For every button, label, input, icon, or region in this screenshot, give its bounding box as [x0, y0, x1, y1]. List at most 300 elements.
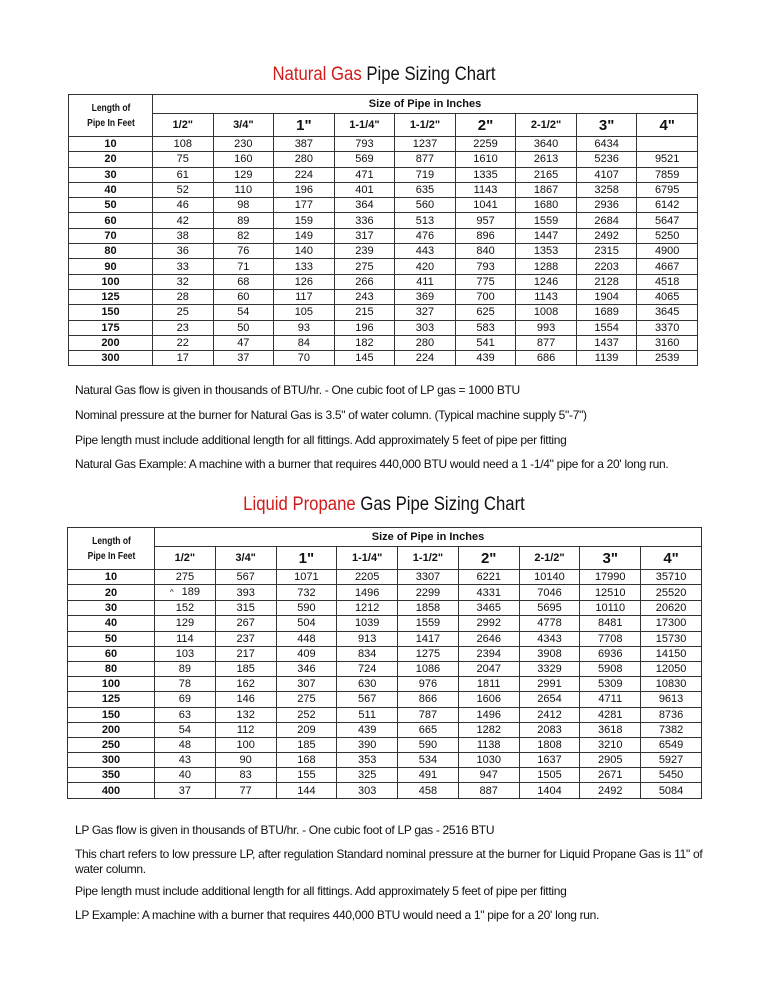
length-cell: 150: [68, 707, 155, 722]
value-cell: 665: [398, 722, 459, 737]
value-cell: 14150: [641, 646, 702, 661]
value-cell: 541: [455, 335, 516, 350]
value-cell: 43: [155, 753, 216, 768]
value-cell: 511: [337, 707, 398, 722]
column-header: 2-1/2": [519, 547, 580, 570]
table-row: [69, 335, 698, 350]
table-row: [68, 631, 702, 646]
value-cell: 54: [155, 722, 216, 737]
value-cell: 71: [213, 259, 274, 274]
value-cell: 2128: [576, 274, 637, 289]
value-cell: 590: [276, 601, 337, 616]
value-cell: 877: [395, 152, 456, 167]
value-cell: 6936: [580, 646, 641, 661]
value-cell: 20620: [641, 601, 702, 616]
length-cell: 20: [68, 585, 155, 601]
value-cell: 719: [395, 167, 456, 182]
table-row: [68, 616, 702, 631]
value-cell: 105: [274, 305, 335, 320]
value-cell: 2654: [519, 692, 580, 707]
value-cell: 1689: [576, 305, 637, 320]
value-cell: 3329: [519, 661, 580, 676]
value-cell: 6434: [576, 137, 637, 152]
value-cell: 3370: [637, 320, 698, 335]
value-cell: 237: [215, 631, 276, 646]
value-cell: 82: [213, 228, 274, 243]
value-cell: 840: [455, 244, 516, 259]
value-cell: 132: [215, 707, 276, 722]
value-cell: 2083: [519, 722, 580, 737]
length-cell: 125: [68, 692, 155, 707]
natural-gas-title: [46, 64, 722, 86]
value-cell: 98: [213, 198, 274, 213]
value-cell: 3645: [637, 305, 698, 320]
value-cell: 1139: [576, 351, 637, 366]
value-cell: 217: [215, 646, 276, 661]
value-cell: 327: [395, 305, 456, 320]
value-cell: 2613: [516, 152, 577, 167]
natural-gas-note-fittings: Pipe length must include additional length for all fittings. Add approximately 5 feet of pipe per fitting: [75, 433, 567, 447]
value-cell: 129: [155, 616, 216, 631]
value-cell: 149: [274, 228, 335, 243]
value-cell: 5450: [641, 768, 702, 783]
value-cell: 1275: [398, 646, 459, 661]
value-cell: 409: [276, 646, 337, 661]
value-cell: 448: [276, 631, 337, 646]
value-cell: 630: [337, 677, 398, 692]
value-cell: 4518: [637, 274, 698, 289]
table-row: [69, 182, 698, 197]
value-cell: 4065: [637, 289, 698, 304]
value-cell: 787: [398, 707, 459, 722]
length-cell: 200: [68, 722, 155, 737]
length-cell: 100: [69, 274, 153, 289]
value-cell: 387: [274, 137, 335, 152]
caret-mark: ^: [169, 588, 174, 598]
value-cell: 2905: [580, 753, 641, 768]
value-cell: 4107: [576, 167, 637, 182]
table-row: [68, 646, 702, 661]
value-cell: 834: [337, 646, 398, 661]
length-header-line1: Length of: [91, 102, 130, 114]
length-cell: 300: [69, 351, 153, 366]
value-cell: 252: [276, 707, 337, 722]
value-cell: 69: [155, 692, 216, 707]
value-cell: 117: [274, 289, 335, 304]
value-cell: 2203: [576, 259, 637, 274]
value-cell: 7859: [637, 167, 698, 182]
value-cell: 3618: [580, 722, 641, 737]
column-header: 1-1/2": [398, 547, 459, 570]
table-row: [68, 601, 702, 616]
column-header: 1-1/4": [337, 547, 398, 570]
value-cell: 4711: [580, 692, 641, 707]
value-cell: 635: [395, 182, 456, 197]
value-cell: 2412: [519, 707, 580, 722]
value-cell: 196: [334, 320, 395, 335]
value-cell: 420: [395, 259, 456, 274]
value-cell: 25520: [641, 585, 702, 601]
value-cell: 3210: [580, 737, 641, 752]
value-cell: 534: [398, 753, 459, 768]
value-cell: 317: [334, 228, 395, 243]
value-cell: 177: [274, 198, 335, 213]
value-cell: 2259: [455, 137, 516, 152]
table-row: [68, 783, 702, 798]
value-cell: 913: [337, 631, 398, 646]
value-cell: 110: [213, 182, 274, 197]
value-cell: 896: [455, 228, 516, 243]
value-cell: 3640: [516, 137, 577, 152]
column-header: 4": [637, 114, 698, 137]
length-cell: 175: [69, 320, 153, 335]
value-cell: 1496: [337, 585, 398, 601]
value-cell: 353: [337, 753, 398, 768]
column-header: 1/2": [153, 114, 214, 137]
value-cell: 275: [334, 259, 395, 274]
value-cell: 78: [155, 677, 216, 692]
column-header: 2-1/2": [516, 114, 577, 137]
value-cell: 140: [274, 244, 335, 259]
natural-gas-table: [68, 94, 698, 366]
lp-note-example: LP Example: A machine with a burner that requires 440,000 BTU would need a 1" pipe for a 20' long run.: [75, 908, 600, 922]
value-cell: 48: [155, 737, 216, 752]
length-cell: 200: [69, 335, 153, 350]
value-cell: 239: [334, 244, 395, 259]
column-header: 1-1/2": [395, 114, 456, 137]
value-cell: 686: [516, 351, 577, 366]
length-header-line1: Length of: [91, 535, 131, 547]
value-cell: 243: [334, 289, 395, 304]
value-cell: 1041: [455, 198, 516, 213]
value-cell: 1505: [519, 768, 580, 783]
value-cell: 15730: [641, 631, 702, 646]
value-cell: 2684: [576, 213, 637, 228]
table-row: [68, 692, 702, 707]
value-cell: 196: [274, 182, 335, 197]
length-cell: 60: [68, 646, 155, 661]
value-cell: 68: [213, 274, 274, 289]
length-header: [75, 95, 146, 137]
value-cell: 46: [153, 198, 214, 213]
value-cell: 4778: [519, 616, 580, 631]
value-cell: 401: [334, 182, 395, 197]
table-row: [69, 137, 698, 152]
value-cell: 3908: [519, 646, 580, 661]
value-cell: 569: [334, 152, 395, 167]
value-cell: 1417: [398, 631, 459, 646]
value-cell: 5647: [637, 213, 698, 228]
value-cell: 266: [334, 274, 395, 289]
value-cell: 144: [276, 783, 337, 798]
table-row: [69, 259, 698, 274]
length-cell: 60: [69, 213, 153, 228]
table-row: [68, 661, 702, 676]
value-cell: 152: [155, 601, 216, 616]
table-row: [69, 244, 698, 259]
length-cell: 90: [69, 259, 153, 274]
length-cell: 50: [69, 198, 153, 213]
value-cell: 280: [274, 152, 335, 167]
table-row: [68, 768, 702, 783]
value-cell: 2936: [576, 198, 637, 213]
value-cell: 185: [276, 737, 337, 752]
value-cell: 133: [274, 259, 335, 274]
value-cell: 32: [153, 274, 214, 289]
value-cell: 1867: [516, 182, 577, 197]
value-cell: 2492: [576, 228, 637, 243]
value-cell: 33: [153, 259, 214, 274]
value-cell: 307: [276, 677, 337, 692]
value-cell: 590: [398, 737, 459, 752]
natural-gas-note-pressure: Nominal pressure at the burner for Natural Gas is 3.5" of water column. (Typical machine supply 5"-7"): [75, 408, 587, 422]
value-cell: 12510: [580, 585, 641, 601]
value-cell: 2671: [580, 768, 641, 783]
value-cell: 209: [276, 722, 337, 737]
value-cell: 8481: [580, 616, 641, 631]
value-cell: 5908: [580, 661, 641, 676]
value-cell: 2299: [398, 585, 459, 601]
length-cell: 30: [69, 167, 153, 182]
value-cell: 159: [274, 213, 335, 228]
value-cell: 50: [213, 320, 274, 335]
value-cell: 364: [334, 198, 395, 213]
value-cell: 1858: [398, 601, 459, 616]
value-cell: 1680: [516, 198, 577, 213]
table-row: [69, 228, 698, 243]
value-cell: 2991: [519, 677, 580, 692]
natural-gas-note-example: Natural Gas Example: A machine with a burner that requires 440,000 BTU would need a 1 -1/4" pipe for a 20' long run.: [75, 457, 669, 471]
value-cell: 1288: [516, 259, 577, 274]
value-cell: 887: [458, 783, 519, 798]
value-cell: 1610: [455, 152, 516, 167]
value-cell: 90: [215, 753, 276, 768]
value-cell: 567: [337, 692, 398, 707]
value-cell: 439: [455, 351, 516, 366]
column-header: 3/4": [213, 114, 274, 137]
table-row: [69, 320, 698, 335]
column-header: 1": [276, 547, 337, 570]
column-header: 1": [274, 114, 335, 137]
value-cell: 1212: [337, 601, 398, 616]
value-cell: 583: [455, 320, 516, 335]
value-cell: 224: [395, 351, 456, 366]
value-cell: 275: [155, 570, 216, 585]
value-cell: 369: [395, 289, 456, 304]
value-cell: 162: [215, 677, 276, 692]
length-cell: 10: [69, 137, 153, 152]
lp-note-pressure: This chart refers to low pressure LP, after regulation Standard nominal pressure at the burner for Liquid Propane Gas is 11" of water column.: [75, 847, 703, 876]
length-cell: 80: [68, 661, 155, 676]
value-cell: 185: [215, 661, 276, 676]
length-cell: 20: [69, 152, 153, 167]
value-cell: 2315: [576, 244, 637, 259]
value-cell: [637, 137, 698, 152]
value-cell: 3465: [458, 601, 519, 616]
table-row: [68, 722, 702, 737]
value-cell: 6795: [637, 182, 698, 197]
value-cell: 230: [213, 137, 274, 152]
column-header: 3": [576, 114, 637, 137]
liquid-propane-table: [67, 527, 702, 799]
value-cell: 42: [153, 213, 214, 228]
table-row: [69, 198, 698, 213]
value-cell: 75: [153, 152, 214, 167]
value-cell: 145: [334, 351, 395, 366]
value-cell: 146: [215, 692, 276, 707]
value-cell: 108: [153, 137, 214, 152]
value-cell: 9613: [641, 692, 702, 707]
value-cell: 224: [274, 167, 335, 182]
natural-gas-title-accent: Natural Gas: [272, 64, 362, 85]
value-cell: 504: [276, 616, 337, 631]
value-cell: 3307: [398, 570, 459, 585]
table-row: [69, 167, 698, 182]
value-cell: 1811: [458, 677, 519, 692]
value-cell: 4343: [519, 631, 580, 646]
value-cell: 1447: [516, 228, 577, 243]
value-cell: 1030: [458, 753, 519, 768]
length-cell: 250: [68, 737, 155, 752]
value-cell: 513: [395, 213, 456, 228]
column-header: 2": [455, 114, 516, 137]
value-cell: 1559: [398, 616, 459, 631]
length-header: [74, 528, 148, 570]
value-cell: 877: [516, 335, 577, 350]
value-cell: 3258: [576, 182, 637, 197]
value-cell: 700: [455, 289, 516, 304]
column-header: 4": [641, 547, 702, 570]
value-cell: 976: [398, 677, 459, 692]
value-cell: 4281: [580, 707, 641, 722]
value-cell: 77: [215, 783, 276, 798]
value-cell: 2047: [458, 661, 519, 676]
value-cell: 1086: [398, 661, 459, 676]
value-cell: 126: [274, 274, 335, 289]
liquid-propane-title: [46, 494, 722, 516]
value-cell: 2646: [458, 631, 519, 646]
value-cell: 129: [213, 167, 274, 182]
length-cell: 150: [69, 305, 153, 320]
value-cell: 52: [153, 182, 214, 197]
length-cell: 400: [68, 783, 155, 798]
value-cell: 1008: [516, 305, 577, 320]
value-cell: 1138: [458, 737, 519, 752]
value-cell: 724: [337, 661, 398, 676]
value-cell: 112: [215, 722, 276, 737]
value-cell: 5084: [641, 783, 702, 798]
value-cell: 63: [155, 707, 216, 722]
value-cell: 7382: [641, 722, 702, 737]
value-cell: 1808: [519, 737, 580, 752]
value-cell: 793: [455, 259, 516, 274]
value-cell: 17990: [580, 570, 641, 585]
value-cell: 1039: [337, 616, 398, 631]
value-cell: 625: [455, 305, 516, 320]
value-cell: 2992: [458, 616, 519, 631]
value-cell: 6142: [637, 198, 698, 213]
value-cell: 103: [155, 646, 216, 661]
value-cell: 390: [337, 737, 398, 752]
value-cell: 4667: [637, 259, 698, 274]
table-row: [68, 753, 702, 768]
length-cell: 30: [68, 601, 155, 616]
table-row: [69, 289, 698, 304]
value-cell: 775: [455, 274, 516, 289]
liquid-propane-title-accent: Liquid Propane: [243, 494, 356, 515]
value-cell: 1071: [276, 570, 337, 585]
value-cell: 93: [274, 320, 335, 335]
value-cell: 37: [213, 351, 274, 366]
value-cell: 83: [215, 768, 276, 783]
value-cell: 793: [334, 137, 395, 152]
column-header: 2": [458, 547, 519, 570]
value-cell: 168: [276, 753, 337, 768]
value-cell: 22: [153, 335, 214, 350]
natural-gas-note-flow: Natural Gas flow is given in thousands of BTU/hr. - One cubic foot of LP gas = 1000 BTU: [75, 383, 520, 397]
value-cell: 2539: [637, 351, 698, 366]
value-cell: 89: [155, 661, 216, 676]
value-cell: 1143: [455, 182, 516, 197]
liquid-propane-title-rest: Gas Pipe Sizing Chart: [355, 494, 525, 515]
length-header-line2: Pipe In Feet: [86, 117, 135, 129]
value-cell: 36: [153, 244, 214, 259]
value-cell: 1559: [516, 213, 577, 228]
length-header-line2: Pipe In Feet: [87, 550, 135, 562]
value-cell: 25: [153, 305, 214, 320]
value-cell: 439: [337, 722, 398, 737]
value-cell: 458: [398, 783, 459, 798]
value-cell: 336: [334, 213, 395, 228]
value-cell: 1606: [458, 692, 519, 707]
value-cell: 267: [215, 616, 276, 631]
value-cell: 303: [337, 783, 398, 798]
value-cell: 1246: [516, 274, 577, 289]
column-header: 1-1/4": [334, 114, 395, 137]
table-row: [69, 351, 698, 366]
value-cell: 1143: [516, 289, 577, 304]
value-cell: 1237: [395, 137, 456, 152]
value-cell: 17300: [641, 616, 702, 631]
value-cell: 1282: [458, 722, 519, 737]
value-cell: 560: [395, 198, 456, 213]
value-cell: 567: [215, 570, 276, 585]
value-cell: 5927: [641, 753, 702, 768]
value-cell: 6221: [458, 570, 519, 585]
value-cell: 23: [153, 320, 214, 335]
value-cell: 84: [274, 335, 335, 350]
value-cell: 1437: [576, 335, 637, 350]
value-cell: 4331: [458, 585, 519, 601]
value-cell: 12050: [641, 661, 702, 676]
value-cell: 4900: [637, 244, 698, 259]
value-cell: 1904: [576, 289, 637, 304]
table-row: [69, 152, 698, 167]
length-cell: 40: [69, 182, 153, 197]
value-cell: 10110: [580, 601, 641, 616]
value-cell: 60: [213, 289, 274, 304]
value-cell: 35710: [641, 570, 702, 585]
value-cell: [155, 585, 216, 601]
value-cell: 155: [276, 768, 337, 783]
table-row: [69, 274, 698, 289]
length-cell: 350: [68, 768, 155, 783]
table-row: [68, 677, 702, 692]
value-cell: 411: [395, 274, 456, 289]
value-cell: 491: [398, 768, 459, 783]
value-text: 189: [181, 586, 200, 599]
value-cell: 393: [215, 585, 276, 601]
